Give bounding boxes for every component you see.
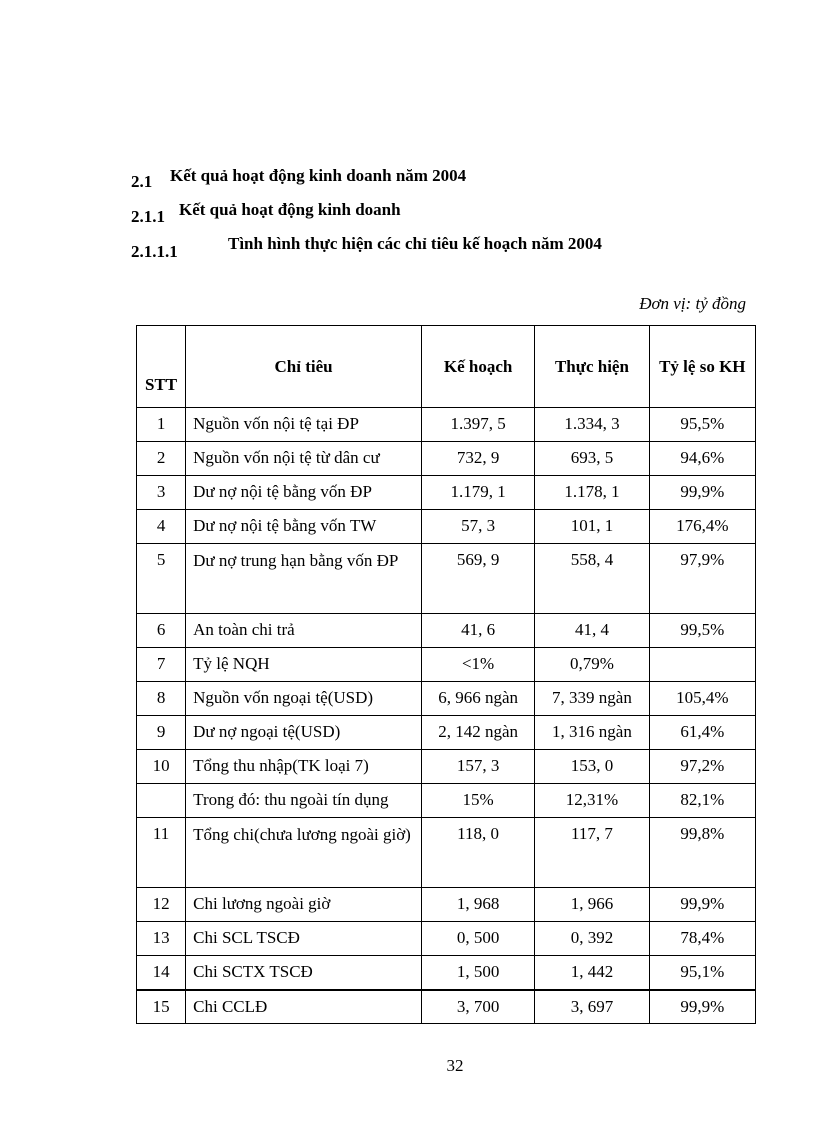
cell-ratio: 61,4% <box>649 716 755 750</box>
cell-plan: 1.179, 1 <box>421 476 534 510</box>
cell-stt <box>137 784 186 818</box>
table-row <box>137 818 756 888</box>
cell-stt: 14 <box>137 956 186 990</box>
cell-plan: 569, 9 <box>421 544 534 614</box>
table-header-row <box>137 326 756 408</box>
cell-actual: 117, 7 <box>535 818 649 888</box>
cell-actual: 41, 4 <box>535 614 649 648</box>
table-row <box>137 784 756 818</box>
cell-stt: 3 <box>137 476 186 510</box>
table-row <box>137 614 756 648</box>
cell-indicator: Nguồn vốn ngoại tệ(USD) <box>186 682 422 716</box>
cell-plan: 732, 9 <box>421 442 534 476</box>
table-row <box>137 682 756 716</box>
cell-stt: 6 <box>137 614 186 648</box>
cell-ratio <box>649 648 755 682</box>
header-ratio: Tỷ lệ so KH <box>649 326 755 408</box>
cell-actual: 1.178, 1 <box>535 476 649 510</box>
table-row <box>137 750 756 784</box>
table-row <box>137 510 756 544</box>
cell-actual: 12,31% <box>535 784 649 818</box>
cell-ratio: 95,1% <box>649 956 755 990</box>
cell-ratio: 97,9% <box>649 544 755 614</box>
cell-plan: 15% <box>421 784 534 818</box>
cell-plan: 1, 500 <box>421 956 534 990</box>
cell-actual: 1, 966 <box>535 888 649 922</box>
cell-ratio: 94,6% <box>649 442 755 476</box>
cell-indicator: Trong đó: thu ngoài tín dụng <box>186 784 422 818</box>
section-title: Kết quả hoạt động kinh doanh năm 2004 <box>170 166 467 185</box>
cell-actual: 558, 4 <box>535 544 649 614</box>
cell-indicator: Dư nợ ngoại tệ(USD) <box>186 716 422 750</box>
section-title: Tình hình thực hiện các chỉ tiêu kế hoạch năm 2004 <box>228 234 602 253</box>
table-body <box>137 408 756 1024</box>
cell-indicator: Chi SCL TSCĐ <box>186 922 422 956</box>
cell-actual: 1, 316 ngàn <box>535 716 649 750</box>
section-number: 2.1.1 <box>131 207 165 226</box>
cell-actual: 7, 339 ngàn <box>535 682 649 716</box>
cell-actual: 0,79% <box>535 648 649 682</box>
cell-indicator: Chi CCLĐ <box>186 990 422 1024</box>
cell-ratio: 99,9% <box>649 888 755 922</box>
cell-plan: 118, 0 <box>421 818 534 888</box>
cell-plan: 41, 6 <box>421 614 534 648</box>
cell-indicator: Chi lương ngoài giờ <box>186 888 422 922</box>
cell-plan: 0, 500 <box>421 922 534 956</box>
cell-ratio: 78,4% <box>649 922 755 956</box>
cell-stt: 7 <box>137 648 186 682</box>
cell-indicator: Tổng thu nhập(TK loại 7) <box>186 750 422 784</box>
table-row <box>137 888 756 922</box>
cell-actual: 0, 392 <box>535 922 649 956</box>
cell-indicator: Tổng chi(chưa lương ngoài giờ) <box>186 818 422 888</box>
cell-stt: 15 <box>137 990 186 1024</box>
cell-indicator: An toàn chi trả <box>186 614 422 648</box>
header-actual: Thực hiện <box>535 326 649 408</box>
cell-ratio: 176,4% <box>649 510 755 544</box>
cell-indicator: Nguồn vốn nội tệ tại ĐP <box>186 408 422 442</box>
cell-indicator: Dư nợ trung hạn bằng vốn ĐP <box>186 544 422 614</box>
cell-stt: 10 <box>137 750 186 784</box>
table-row <box>137 544 756 614</box>
cell-ratio: 99,9% <box>649 990 755 1024</box>
table-row <box>137 476 756 510</box>
cell-plan: 157, 3 <box>421 750 534 784</box>
cell-indicator: Dư nợ nội tệ bằng vốn ĐP <box>186 476 422 510</box>
cell-plan: 1.397, 5 <box>421 408 534 442</box>
cell-plan: 2, 142 ngàn <box>421 716 534 750</box>
cell-ratio: 82,1% <box>649 784 755 818</box>
unit-note: Đơn vị: tỷ đồng <box>639 294 746 313</box>
section-number: 2.1.1.1 <box>131 242 178 261</box>
table-row <box>137 716 756 750</box>
cell-actual: 693, 5 <box>535 442 649 476</box>
table-row <box>137 648 756 682</box>
table-row <box>137 990 756 1024</box>
header-indicator: Chỉ tiêu <box>186 326 422 408</box>
cell-stt: 2 <box>137 442 186 476</box>
cell-stt: 5 <box>137 544 186 614</box>
cell-ratio: 105,4% <box>649 682 755 716</box>
cell-indicator: Nguồn vốn nội tệ từ dân cư <box>186 442 422 476</box>
section-title: Kết quả hoạt động kinh doanh <box>179 200 401 219</box>
cell-ratio: 95,5% <box>649 408 755 442</box>
cell-indicator: Dư nợ nội tệ bằng vốn TW <box>186 510 422 544</box>
cell-actual: 153, 0 <box>535 750 649 784</box>
cell-stt: 12 <box>137 888 186 922</box>
header-plan: Kế hoạch <box>421 326 534 408</box>
cell-indicator: Tỷ lệ NQH <box>186 648 422 682</box>
cell-ratio: 99,9% <box>649 476 755 510</box>
cell-indicator: Chi SCTX TSCĐ <box>186 956 422 990</box>
section-number: 2.1 <box>131 172 153 191</box>
cell-stt: 4 <box>137 510 186 544</box>
cell-ratio: 99,5% <box>649 614 755 648</box>
cell-ratio: 97,2% <box>649 750 755 784</box>
table-row <box>137 408 756 442</box>
header-stt: STT <box>137 326 186 408</box>
cell-stt: 8 <box>137 682 186 716</box>
cell-plan: 57, 3 <box>421 510 534 544</box>
cell-plan: 1, 968 <box>421 888 534 922</box>
cell-stt: 13 <box>137 922 186 956</box>
page-number: 32 <box>446 1056 464 1075</box>
cell-actual: 1, 442 <box>535 956 649 990</box>
cell-actual: 3, 697 <box>535 990 649 1024</box>
cell-actual: 1.334, 3 <box>535 408 649 442</box>
cell-stt: 9 <box>137 716 186 750</box>
cell-actual: 101, 1 <box>535 510 649 544</box>
cell-stt: 1 <box>137 408 186 442</box>
plan-indicators-table <box>136 325 756 1024</box>
table-row <box>137 956 756 990</box>
table-row <box>137 922 756 956</box>
cell-plan: <1% <box>421 648 534 682</box>
cell-plan: 6, 966 ngàn <box>421 682 534 716</box>
cell-ratio: 99,8% <box>649 818 755 888</box>
table-row <box>137 442 756 476</box>
cell-stt: 11 <box>137 818 186 888</box>
cell-plan: 3, 700 <box>421 990 534 1024</box>
